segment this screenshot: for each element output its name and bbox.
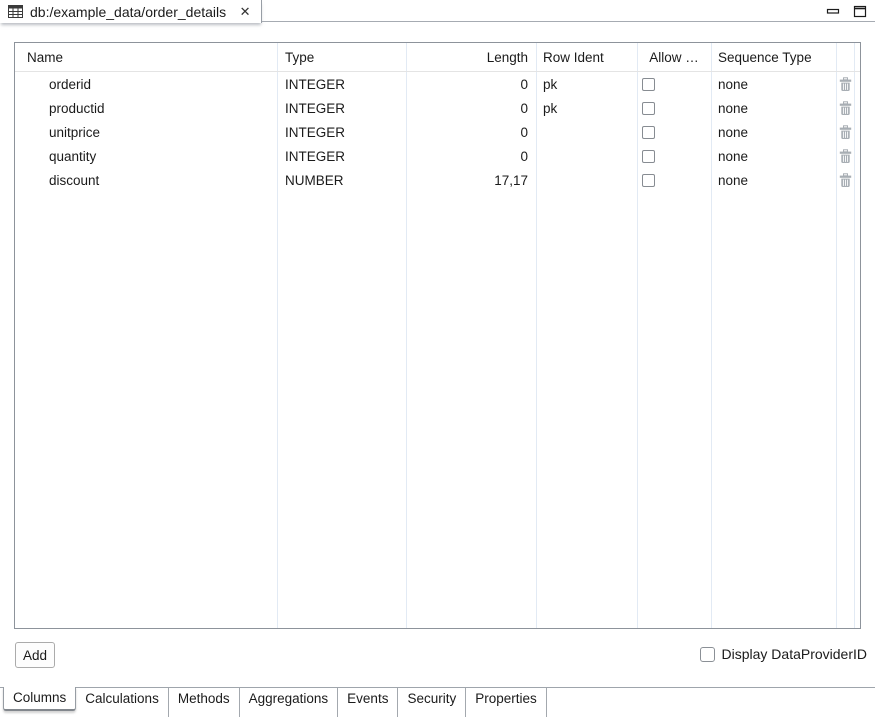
table-row[interactable] — [15, 72, 860, 96]
tab-bar-empty-area — [262, 0, 875, 22]
cell-name[interactable]: productid — [49, 100, 105, 116]
header-allow-null: Allow … — [649, 49, 699, 65]
delete-row-icon[interactable] — [839, 101, 852, 116]
cell-length[interactable]: 0 — [520, 124, 528, 140]
allow-null-checkbox[interactable] — [642, 78, 655, 91]
tab-security[interactable]: Security — [398, 688, 466, 717]
table-body — [15, 72, 860, 192]
header-row-ident: Row Ident — [543, 49, 604, 65]
cell-length[interactable]: 0 — [520, 100, 528, 116]
delete-row-icon[interactable] — [839, 149, 852, 164]
table-header-row — [15, 43, 860, 71]
header-length: Length — [486, 49, 528, 65]
tab-calculations[interactable]: Calculations — [76, 688, 169, 717]
cell-type[interactable]: INTEGER — [285, 148, 346, 164]
cell-sequence-type[interactable]: none — [718, 100, 749, 116]
header-name: Name — [27, 49, 64, 65]
cell-length[interactable]: 17,17 — [494, 172, 528, 188]
add-button[interactable]: Add — [15, 642, 55, 668]
table-row[interactable] — [15, 96, 860, 120]
tab-columns[interactable]: Columns — [3, 687, 76, 711]
editor-tab[interactable] — [0, 0, 262, 23]
cell-row-ident[interactable]: pk — [543, 100, 558, 116]
allow-null-checkbox[interactable] — [642, 102, 655, 115]
minimize-icon[interactable] — [826, 5, 840, 17]
cell-name[interactable]: discount — [49, 172, 100, 188]
table-row[interactable] — [15, 168, 860, 192]
tab-aggregations[interactable]: Aggregations — [240, 688, 339, 717]
header-sequence-type: Sequence Type — [718, 49, 812, 65]
table-grid-icon — [8, 4, 23, 19]
cell-sequence-type[interactable]: none — [718, 124, 749, 140]
cell-name[interactable]: orderid — [49, 76, 92, 92]
header-type: Type — [285, 49, 315, 65]
cell-type[interactable]: INTEGER — [285, 100, 346, 116]
cell-length[interactable]: 0 — [520, 148, 528, 164]
allow-null-checkbox[interactable] — [642, 174, 655, 187]
bottom-tab-bar — [0, 687, 875, 716]
delete-row-icon[interactable] — [839, 77, 852, 92]
cell-row-ident[interactable]: pk — [543, 76, 558, 92]
cell-sequence-type[interactable]: none — [718, 172, 749, 188]
cell-name[interactable]: quantity — [49, 148, 97, 164]
columns-table — [14, 42, 861, 629]
table-row[interactable] — [15, 144, 860, 168]
display-dataproviderid-label: Display DataProviderID — [721, 646, 867, 662]
allow-null-checkbox[interactable] — [642, 150, 655, 163]
cell-sequence-type[interactable]: none — [718, 148, 749, 164]
tab-properties[interactable]: Properties — [466, 688, 547, 717]
delete-row-icon[interactable] — [839, 125, 852, 140]
tab-methods[interactable]: Methods — [169, 688, 240, 717]
allow-null-checkbox[interactable] — [642, 126, 655, 139]
editor-tab-bar — [0, 0, 875, 26]
editor-tab-title: db:/example_data/order_details — [30, 3, 227, 20]
cell-type[interactable]: INTEGER — [285, 124, 346, 140]
display-dataproviderid-checkbox[interactable] — [700, 647, 715, 662]
close-tab-icon[interactable]: ✕ — [239, 4, 251, 19]
delete-row-icon[interactable] — [839, 173, 852, 188]
table-row[interactable] — [15, 120, 860, 144]
cell-sequence-type[interactable]: none — [718, 76, 749, 92]
cell-name[interactable]: unitprice — [49, 124, 101, 140]
cell-length[interactable]: 0 — [520, 76, 528, 92]
display-dataproviderid-toggle[interactable] — [700, 646, 868, 662]
maximize-icon[interactable] — [853, 4, 867, 18]
cell-type[interactable]: NUMBER — [285, 172, 344, 188]
cell-type[interactable]: INTEGER — [285, 76, 346, 92]
tab-events[interactable]: Events — [338, 688, 398, 717]
